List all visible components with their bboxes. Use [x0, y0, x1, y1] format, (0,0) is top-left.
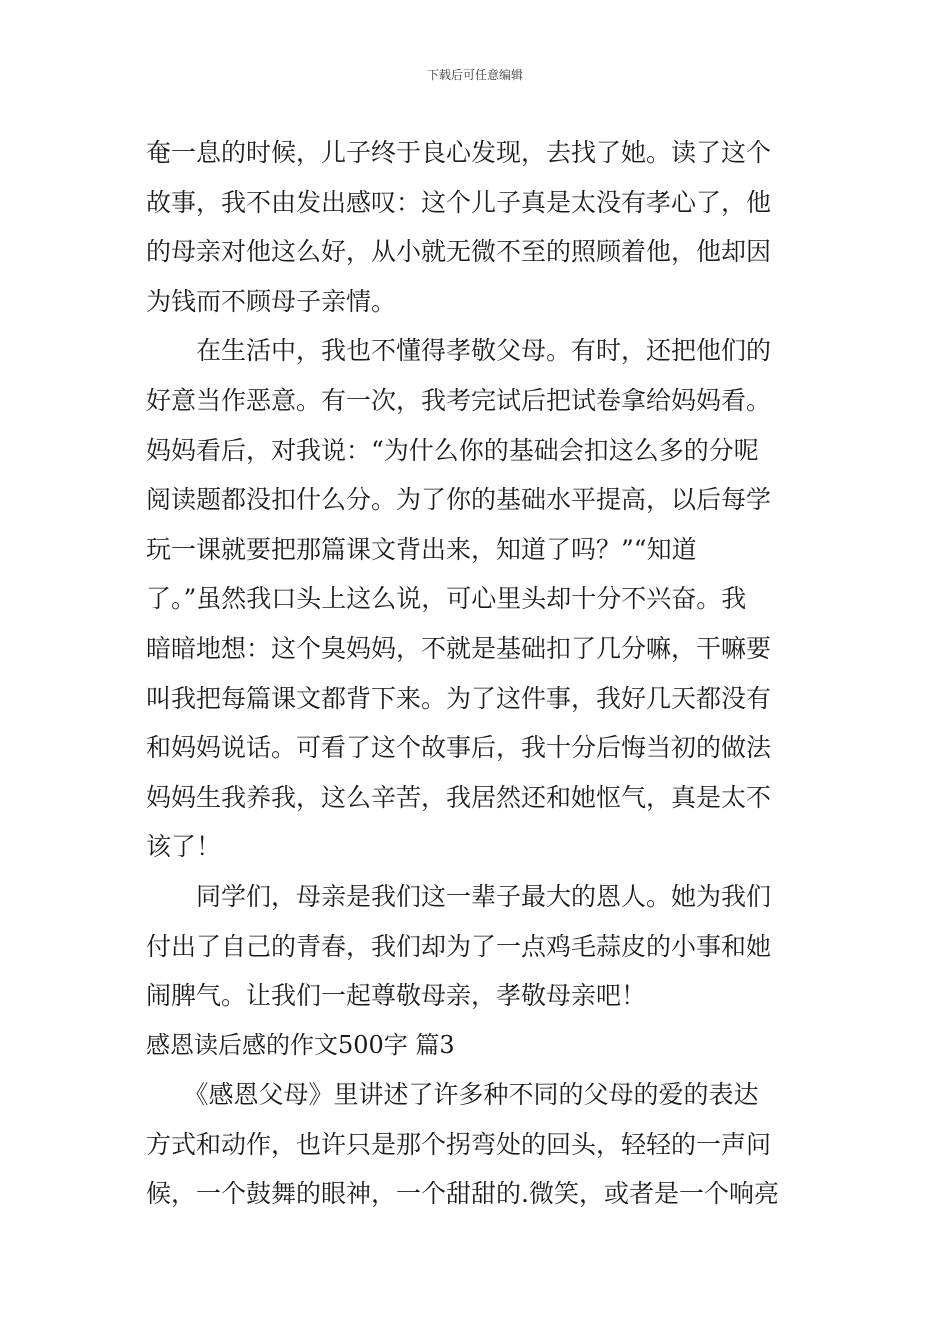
text-line: 妈妈看后，对我说：“为什么你的基础会扣这么多的分呢 [146, 435, 759, 465]
text-line: 在生活中，我也不懂得孝敬父母。有时，还把他们的 [146, 336, 772, 366]
text-line: 该了！ [146, 832, 222, 862]
text-line: 为钱而不顾母子亲情。 [146, 286, 397, 316]
text-line: 《感恩父母》里讲述了许多种不同的父母的爱的表达 [146, 1080, 759, 1110]
text-line: 奄一息的时候，儿子终于良心发现，去找了她。读了这个 [146, 138, 772, 167]
text-line: 闹脾气。让我们一起尊敬母亲，孝敬母亲吧！ [146, 981, 647, 1011]
text-line: 和妈妈说话。可看了这个故事后，我十分后悔当初的做法 [146, 733, 772, 763]
text-line: 暗暗地想：这个臭妈妈，不就是基础扣了几分嘛，干嘛要 [146, 633, 772, 663]
text-line: 叫我把每篇课文都背下来。为了这件事，我好几天都没有 [146, 683, 772, 713]
text-line: 的母亲对他这么好，从小就无微不至的照顾着他，他却因 [146, 237, 772, 267]
document-body [146, 128, 806, 1219]
text-line: 了。”虽然我口头上这么说，可心里头却十分不兴奋。我 [146, 584, 747, 614]
text-line: 阅读题都没扣什么分。为了你的基础水平提高，以后每学 [146, 485, 772, 515]
text-line: 方式和动作，也许只是那个拐弯处的回头，轻轻的一声问 [146, 1129, 772, 1159]
section-heading: 感恩读后感的作文500字 篇3 [146, 1030, 455, 1059]
text-line: 玩一课就要把那篇课文背出来，知道了吗？”“知道 [146, 534, 697, 564]
text-line: 好意当作恶意。有一次，我考完试后把试卷拿给妈妈看。 [146, 385, 772, 415]
text-line: 候，一个鼓舞的眼神，一个甜甜的.微笑，或者是一个响亮 [146, 1179, 779, 1209]
text-line: 同学们，母亲是我们这一辈子最大的恩人。她为我们 [146, 881, 772, 911]
text-line: 妈妈生我养我，这么辛苦，我居然还和她怄气，真是太不 [146, 782, 772, 812]
text-line: 付出了自己的青春，我们却为了一点鸡毛蒜皮的小事和她 [146, 931, 772, 961]
page-header: 下载后可任意编辑 [426, 68, 523, 82]
text-line: 故事，我不由发出感叹：这个儿子真是太没有孝心了，他 [146, 187, 772, 217]
